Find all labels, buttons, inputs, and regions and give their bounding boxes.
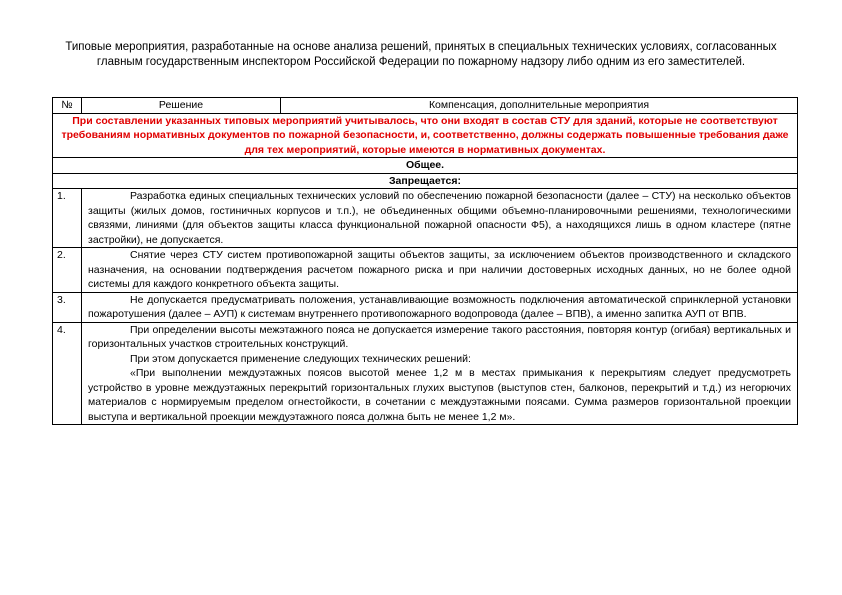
- row-text: [82, 322, 798, 425]
- table-row: [53, 189, 798, 248]
- row-number: 2.: [53, 248, 82, 293]
- row-paragraph: При этом допускается применение следующих технических решений:: [130, 352, 471, 365]
- row-paragraph: Разработка единых специальных технических условий по обеспечению пожарной безопасности (далее – СТУ) на несколько объектов защиты (жилых домов, гостиничных корпусов и т.п.), не объединенных общими объемно-планировочными решениями, технологическими связями, линиями (для объектов защиты класса функциональной пожарной опасности Ф5), а находящихся лишь в одном кластере (пятне застройки), не допускается.: [88, 190, 791, 246]
- section-forbidden-row: [53, 173, 798, 189]
- row-paragraph: Не допускается предусматривать положения, устанавливающие возможность подключения автоматической спринклерной установки пожаротушения (далее – АУП) к системам внутреннего противопожарного водопровода (далее – ВПВ), а именно запитка АУП от ВПВ.: [88, 293, 791, 320]
- header-num: №: [53, 98, 82, 114]
- header-compensation: Компенсация, дополнительные мероприятия: [281, 98, 798, 114]
- document-title: Типовые мероприятия, разработанные на основе анализа решений, принятых в специальных технических условиях, согласованных главным государственным инспектором Российской Федерации по пожарному надзору либо одним из его заместителей.: [65, 41, 777, 68]
- row-number: 4.: [53, 322, 82, 425]
- table-header-row: [53, 98, 798, 114]
- notice-row: [53, 113, 798, 158]
- row-paragraph: При определении высоты межэтажного пояса не допускается измерение такого расстояния, повторяя контур (огибая) вертикальных и горизонтальных участков строительных конструкций.: [88, 323, 791, 350]
- row-text: [82, 292, 798, 322]
- section-general: Общее.: [53, 158, 798, 174]
- row-paragraph: Снятие через СТУ систем противопожарной защиты объектов защиты, за исключением объектов производственного и складского назначения, на основании подтверждения расчетом пожарного риска и при наличии достоверных исходных данных, но не более одной системы для каждого конкретного объекта защиты.: [88, 249, 791, 290]
- table-row: [53, 322, 798, 425]
- header-decision: Решение: [82, 98, 281, 114]
- table-row: [53, 248, 798, 293]
- row-text: [82, 189, 798, 248]
- section-general-row: [53, 158, 798, 174]
- row-text: [82, 248, 798, 293]
- notice-text: При составлении указанных типовых мероприятий учитывалось, что они входят в состав СТУ для зданий, которые не соответствуют требованиям нормативных документов по пожарной безопасности, и, соответственно, должны содержать повышенные требования даже для тех мероприятий, которые имеются в нормативных документах.: [53, 113, 798, 158]
- row-paragraph: «При выполнении междуэтажных поясов высотой менее 1,2 м в местах примыкания к перекрытиям следует предусмотреть устройство в уровне междуэтажных перекрытий горизонтальных глухих выступов (выступов стен, балконов, перекрытий и т.д.) из негорючих материалов с нормируемым пределом огнестойкости, в сочетании с междуэтажными поясами. Сумма размеров горизонтальной проекции выступа и вертикальной проекции междуэтажного пояса должна быть не менее 1,2 м».: [88, 367, 791, 423]
- row-number: 1.: [53, 189, 82, 248]
- row-number: 3.: [53, 292, 82, 322]
- section-forbidden: Запрещается:: [53, 173, 798, 189]
- table-row: [53, 292, 798, 322]
- measures-table: [52, 97, 798, 425]
